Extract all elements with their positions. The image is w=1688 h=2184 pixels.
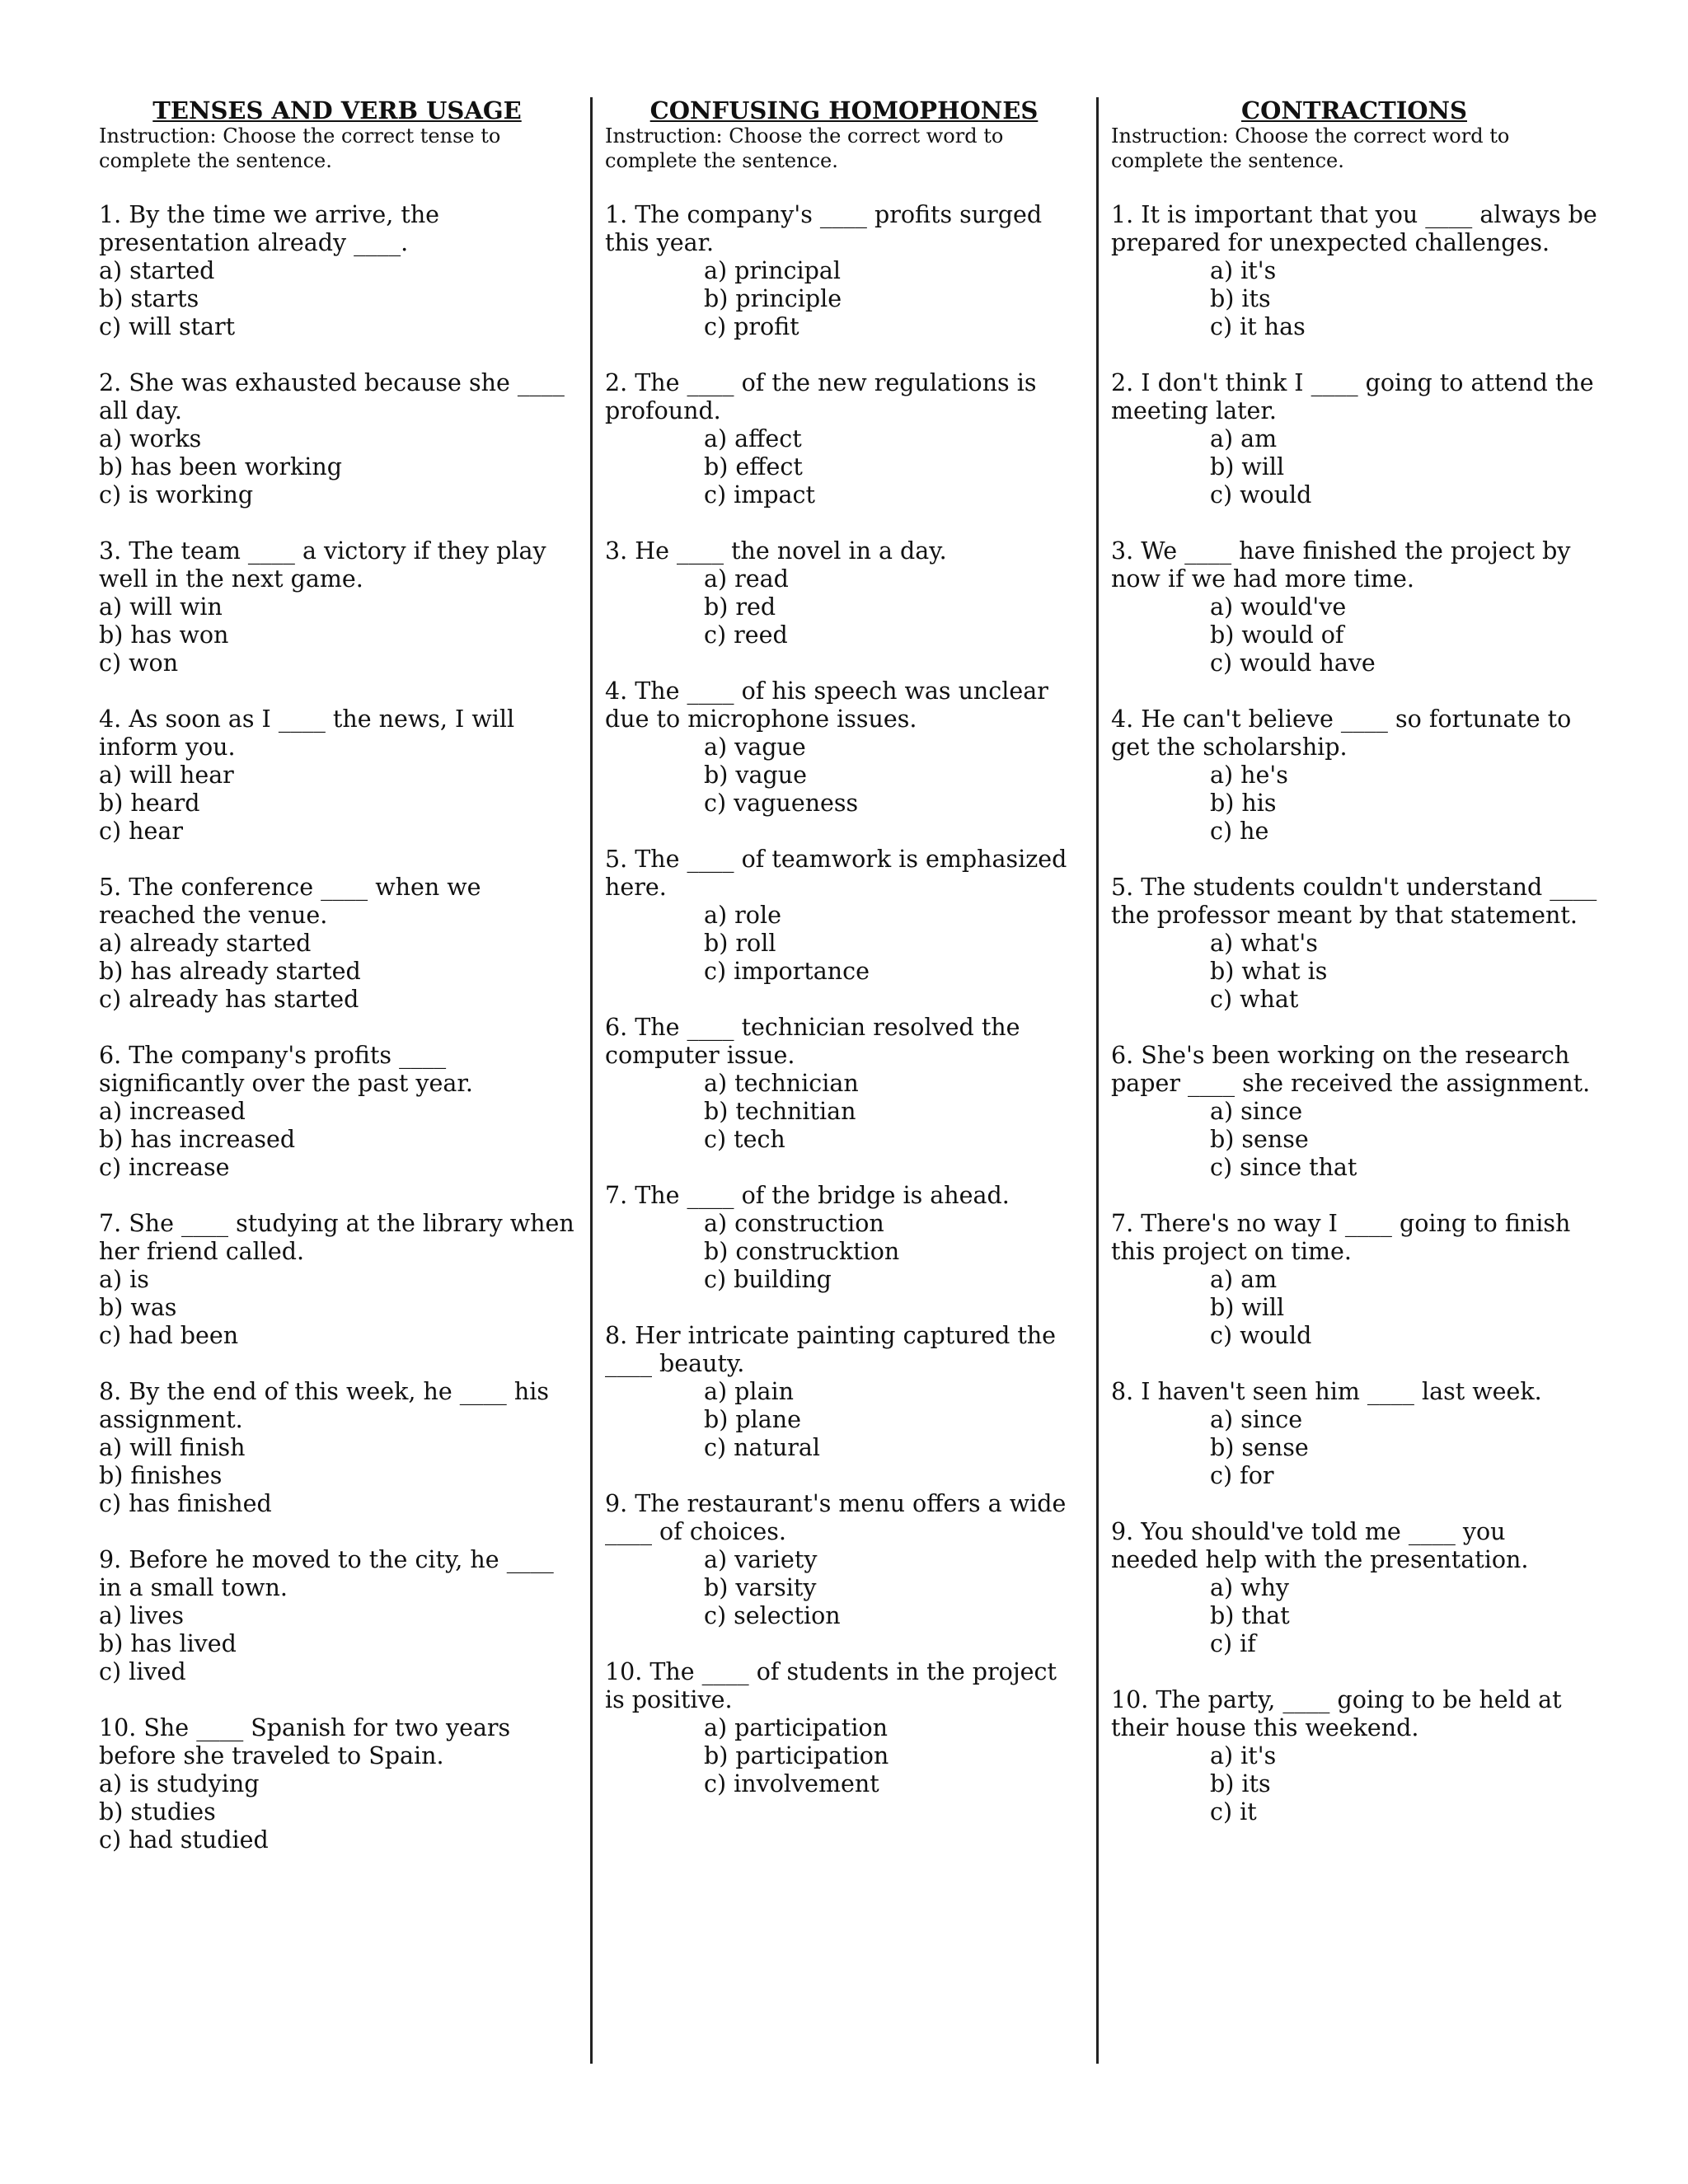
answer-option: b) construcktion	[704, 1238, 900, 1265]
question-text: 4. As soon as I ____ the news, I will inform you.	[99, 705, 515, 761]
answer-option: a) since	[1210, 1406, 1303, 1433]
answer-option: a) am	[1210, 425, 1278, 452]
answer-option: c) would	[1210, 481, 1312, 509]
answer-option: b) his	[1210, 790, 1277, 817]
question-item	[99, 1714, 575, 1854]
answer-option: a) read	[704, 565, 789, 593]
answer-option: c) what	[1210, 986, 1299, 1013]
answer-option: b) finishes	[99, 1462, 223, 1489]
answer-option: a) increased	[99, 1098, 246, 1125]
answer-option: a) affect	[704, 425, 802, 452]
answer-option: c) involvement	[704, 1770, 879, 1797]
question-text: 4. He can't believe ____ so fortunate to get the scholarship.	[1111, 705, 1572, 761]
answer-option: b) vague	[704, 762, 807, 789]
question-item	[99, 369, 575, 509]
answer-option: b) will	[1210, 453, 1285, 480]
question-list	[99, 201, 575, 1854]
answer-option: b) sense	[1210, 1126, 1309, 1153]
answer-option: a) works	[99, 425, 202, 452]
question-list	[605, 201, 1083, 1798]
question-text: 2. I don't think I ____ going to attend the meeting later.	[1111, 369, 1594, 424]
question-text: 3. We ____ have finished the project by now if we had more time.	[1111, 537, 1571, 593]
column-tenses	[99, 97, 575, 1882]
answer-option: c) already has started	[99, 986, 359, 1013]
answer-option: a) started	[99, 257, 215, 284]
answer-option: b) effect	[704, 453, 803, 480]
answer-option: a) will hear	[99, 762, 234, 789]
question-text: 3. He ____ the novel in a day.	[605, 537, 947, 565]
question-item	[1111, 369, 1597, 509]
answer-option: c) natural	[704, 1434, 821, 1461]
question-text: 9. Before he moved to the city, he ____ in a small town.	[99, 1546, 554, 1601]
answer-option: c) it	[1210, 1798, 1257, 1825]
answer-option: b) plane	[704, 1406, 801, 1433]
answer-option: c) profit	[704, 313, 799, 340]
question-text: 10. The ____ of students in the project is positive.	[605, 1658, 1057, 1713]
answer-option: c) since that	[1210, 1154, 1357, 1181]
question-item	[605, 1014, 1083, 1154]
answer-option: a) what's	[1210, 930, 1318, 957]
question-item	[1111, 1518, 1597, 1658]
answer-option: b) has already started	[99, 958, 361, 985]
question-text: 8. By the end of this week, he ____ his assignment.	[99, 1378, 549, 1433]
question-item	[1111, 537, 1597, 677]
answer-option: a) he's	[1210, 762, 1288, 789]
answer-option: b) would of	[1210, 621, 1344, 649]
answer-option: a) lives	[99, 1602, 184, 1629]
answer-option: b) participation	[704, 1742, 889, 1769]
answer-option: a) principal	[704, 257, 841, 284]
answer-option: b) its	[1210, 1770, 1271, 1797]
answer-option: c) impact	[704, 481, 815, 509]
question-item	[605, 1182, 1083, 1294]
answer-option: c) building	[704, 1266, 832, 1293]
answer-option: c) if	[1210, 1630, 1256, 1657]
answer-option: a) technician	[704, 1070, 859, 1097]
question-text: 5. The conference ____ when we reached the venue.	[99, 874, 481, 929]
answer-option: b) heard	[99, 790, 200, 817]
answer-option: a) would've	[1210, 593, 1347, 621]
instruction-text: Instruction: Choose the correct word to complete the sentence.	[605, 124, 1004, 172]
answer-option: c) has finished	[99, 1490, 272, 1517]
answer-option: c) for	[1210, 1462, 1274, 1489]
answer-option: c) is working	[99, 481, 254, 509]
instruction-text: Instruction: Choose the correct word to complete the sentence.	[1111, 124, 1510, 172]
question-item	[605, 1322, 1083, 1462]
question-text: 9. You should've told me ____ you needed help with the presentation.	[1111, 1518, 1529, 1573]
column-divider	[590, 97, 593, 2064]
answer-option: b) its	[1210, 285, 1271, 312]
question-text: 4. The ____ of his speech was unclear due to microphone issues.	[605, 677, 1048, 733]
answer-option: b) was	[99, 1294, 177, 1321]
answer-option: a) construction	[704, 1210, 884, 1237]
question-text: 7. There's no way I ____ going to finish this project on time.	[1111, 1210, 1571, 1265]
question-item	[99, 1210, 575, 1350]
answer-option: c) won	[99, 649, 179, 677]
answer-option: c) reed	[704, 621, 788, 649]
question-text: 2. The ____ of the new regulations is profound.	[605, 369, 1037, 424]
question-text: 1. The company's ____ profits surged this year.	[605, 201, 1043, 256]
answer-option: a) already started	[99, 930, 312, 957]
question-text: 6. She's been working on the research paper ____ she received the assignment.	[1111, 1042, 1591, 1097]
answer-option: a) is	[99, 1266, 149, 1293]
answer-option: c) vagueness	[704, 790, 859, 817]
answer-option: b) has increased	[99, 1126, 296, 1153]
question-item	[99, 537, 575, 677]
answer-option: c) tech	[704, 1126, 785, 1153]
answer-option: a) vague	[704, 733, 806, 761]
question-item	[99, 1042, 575, 1182]
answer-option: c) he	[1210, 818, 1269, 845]
column-title: CONTRACTIONS	[1241, 96, 1467, 124]
answer-option: b) roll	[704, 930, 776, 957]
answer-option: b) red	[704, 593, 776, 621]
question-item	[1111, 1042, 1597, 1182]
answer-option: a) will win	[99, 593, 223, 621]
question-item	[605, 537, 1083, 649]
question-text: 7. She ____ studying at the library when her friend called.	[99, 1210, 574, 1265]
answer-option: c) selection	[704, 1602, 841, 1629]
question-text: 1. It is important that you ____ always be prepared for unexpected challenges.	[1111, 201, 1597, 256]
answer-option: c) will start	[99, 313, 236, 340]
column-title: TENSES AND VERB USAGE	[152, 96, 522, 124]
question-item	[99, 705, 575, 846]
answer-option: c) increase	[99, 1154, 230, 1181]
question-item	[1111, 1378, 1597, 1490]
answer-option: b) that	[1210, 1602, 1290, 1629]
question-text: 8. Her intricate painting captured the ____ beauty.	[605, 1322, 1057, 1377]
answer-option: b) what is	[1210, 958, 1328, 985]
question-item	[1111, 1210, 1597, 1350]
question-item	[1111, 705, 1597, 846]
question-text: 10. The party, ____ going to be held at their house this weekend.	[1111, 1686, 1562, 1741]
answer-option: a) it's	[1210, 1742, 1277, 1769]
answer-option: b) has won	[99, 621, 229, 649]
answer-option: b) sense	[1210, 1434, 1309, 1461]
answer-option: c) would	[1210, 1322, 1312, 1349]
question-text: 8. I haven't seen him ____ last week.	[1111, 1378, 1542, 1405]
question-item	[605, 369, 1083, 509]
question-text: 10. She ____ Spanish for two years before she traveled to Spain.	[99, 1714, 511, 1769]
question-text: 2. She was exhausted because she ____ all day.	[99, 369, 565, 424]
question-item	[99, 201, 575, 341]
question-item	[605, 1490, 1083, 1630]
question-text: 7. The ____ of the bridge is ahead.	[605, 1182, 1010, 1209]
answer-option: b) principle	[704, 285, 842, 312]
answer-option: c) importance	[704, 958, 870, 985]
question-item	[605, 846, 1083, 986]
answer-option: b) has lived	[99, 1630, 237, 1657]
question-text: 5. The ____ of teamwork is emphasized here.	[605, 846, 1067, 901]
answer-option: a) am	[1210, 1266, 1278, 1293]
answer-option: c) it has	[1210, 313, 1306, 340]
question-item	[1111, 1686, 1597, 1826]
question-item	[1111, 201, 1597, 341]
question-list	[1111, 201, 1597, 1826]
answer-option: c) lived	[99, 1658, 186, 1685]
answer-option: b) will	[1210, 1294, 1285, 1321]
question-item	[1111, 874, 1597, 1014]
answer-option: c) would have	[1210, 649, 1376, 677]
question-text: 5. The students couldn't understand ____ the professor meant by that statement.	[1111, 874, 1597, 929]
answer-option: a) since	[1210, 1098, 1303, 1125]
answer-option: b) varsity	[704, 1574, 817, 1601]
answer-option: a) it's	[1210, 257, 1277, 284]
instruction-text: Instruction: Choose the correct tense to complete the sentence.	[99, 124, 501, 172]
column-contractions	[1111, 97, 1597, 1854]
question-item	[99, 1378, 575, 1518]
question-text: 3. The team ____ a victory if they play well in the next game.	[99, 537, 546, 593]
answer-option: b) starts	[99, 285, 199, 312]
question-text: 6. The ____ technician resolved the computer issue.	[605, 1014, 1020, 1069]
question-item	[605, 201, 1083, 341]
question-item	[605, 1658, 1083, 1798]
answer-option: c) had been	[99, 1322, 239, 1349]
column-title: CONFUSING HOMOPHONES	[649, 96, 1039, 124]
column-homophones	[605, 97, 1083, 1826]
answer-option: a) is studying	[99, 1770, 260, 1797]
answer-option: a) participation	[704, 1714, 888, 1741]
question-text: 1. By the time we arrive, the presentation already ____.	[99, 201, 440, 256]
column-divider	[1096, 97, 1099, 2064]
answer-option: c) hear	[99, 818, 183, 845]
answer-option: b) studies	[99, 1798, 216, 1825]
answer-option: c) had studied	[99, 1826, 269, 1854]
answer-option: a) plain	[704, 1378, 794, 1405]
question-text: 6. The company's profits ____ significantly over the past year.	[99, 1042, 473, 1097]
answer-option: a) role	[704, 902, 781, 929]
answer-option: a) will finish	[99, 1434, 246, 1461]
answer-option: a) variety	[704, 1546, 818, 1573]
question-item	[99, 1546, 575, 1686]
answer-option: b) technitian	[704, 1098, 856, 1125]
answer-option: a) why	[1210, 1574, 1290, 1601]
answer-option: b) has been working	[99, 453, 343, 480]
question-item	[605, 677, 1083, 818]
question-text: 9. The restaurant's menu offers a wide ____ of choices.	[605, 1490, 1067, 1545]
question-item	[99, 874, 575, 1014]
